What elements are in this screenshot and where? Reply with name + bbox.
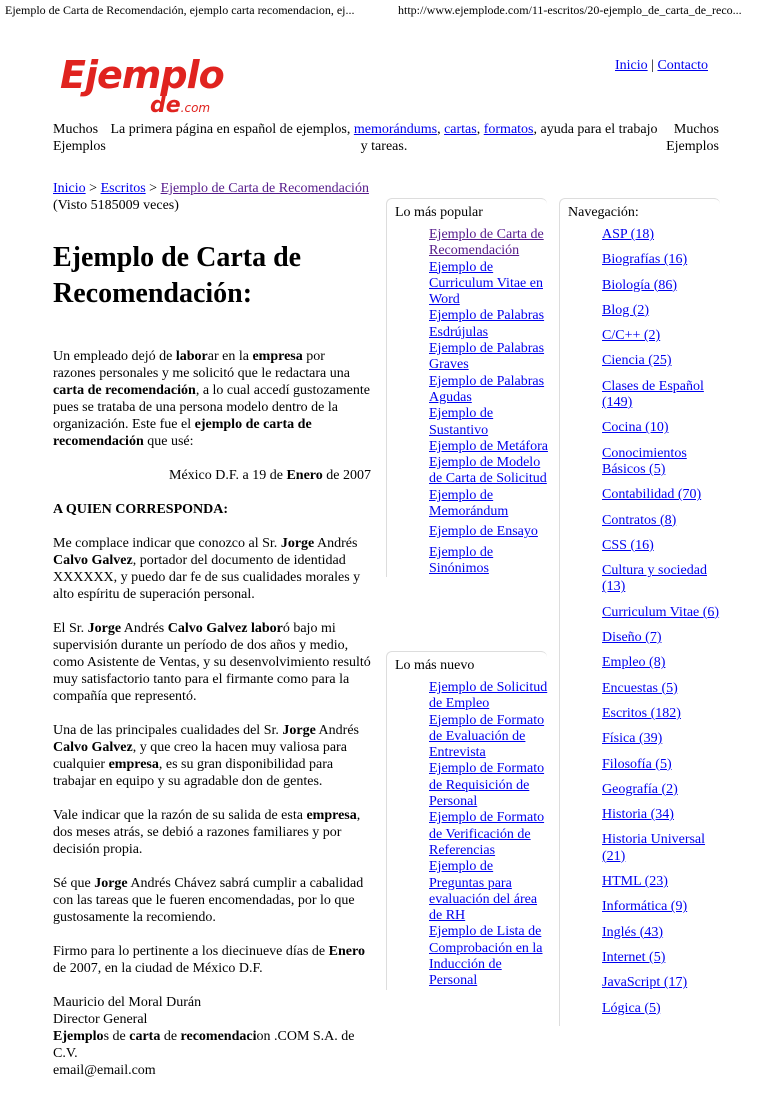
- navigation-item-link[interactable]: Cocina (10): [602, 420, 669, 436]
- navigation-item-link[interactable]: Curriculum Vitae (6): [602, 604, 720, 620]
- navigation-item-link[interactable]: Contratos (8): [602, 512, 677, 528]
- popular-item: [429, 308, 549, 341]
- tagline-middle: La primera página en español de ejemplos, memorándums, cartas, formatos, ayuda para el trabajo y tareas.: [110, 122, 658, 154]
- navigation-item: [602, 353, 720, 369]
- navigation-item: [602, 655, 720, 671]
- navigation-item: [602, 950, 720, 966]
- navigation-item: [602, 278, 720, 294]
- site-logo[interactable]: [60, 53, 224, 123]
- navigation-item-link[interactable]: JavaScript (17): [602, 975, 688, 991]
- navigation-item: [602, 252, 720, 268]
- nuevo-item: [429, 810, 549, 859]
- navigation-item-link[interactable]: Inglés (43): [602, 924, 664, 940]
- navigation-item-link[interactable]: Historia Universal (21): [602, 832, 706, 864]
- navigation-item-link[interactable]: Internet (5): [602, 949, 666, 965]
- letter-paragraph-5: Sé que Jorge Andrés Chávez sabrá cumplir a cabalidad con las tareas que le fueren encomendadas, por lo que gustosamente la recomiendo.: [53, 876, 364, 925]
- print-header-url: http://www.ejemplode.com/11-escritos/20-ejemplo_de_carta_de_reco...: [398, 3, 742, 17]
- navigation-box: [559, 198, 720, 1026]
- tagline-link-cartas[interactable]: cartas: [444, 122, 477, 137]
- print-header: [0, 0, 768, 22]
- navigation-item-link[interactable]: Blog (2): [602, 302, 650, 318]
- top-link-inicio[interactable]: Inicio: [614, 58, 648, 73]
- nuevo-item: [429, 859, 549, 924]
- tagline-link-memorandums[interactable]: memorándums: [353, 122, 438, 137]
- article-title: Ejemplo de Carta de Recomendación:: [53, 242, 302, 309]
- top-links-separator: |: [651, 58, 654, 73]
- popular-item: [429, 406, 549, 439]
- navigation-item: [602, 757, 720, 773]
- popular-item: [429, 227, 549, 260]
- article-intro: Un empleado dejó de laborar en la empresa por razones personales y me solicitó que le redactara una carta de recomendación, a lo cual accedí gustozamente pues se trataba de una persona modelo dentro de la organización. Este fue el ejemplo de carta de recomendación que usé:: [53, 349, 370, 449]
- navigation-item-link[interactable]: Conocimientos Básicos (5): [602, 445, 687, 477]
- navigation-item: [602, 925, 720, 941]
- popular-item-link[interactable]: Ejemplo de Sustantivo: [429, 406, 494, 438]
- popular-header: Lo más popular: [395, 205, 483, 220]
- letter-date: México D.F. a 19 de Enero de 2007: [169, 468, 371, 483]
- navigation-header: Navegación:: [568, 205, 639, 220]
- nuevo-item: [429, 761, 549, 810]
- navigation-item: [602, 563, 720, 596]
- nuevo-item: [429, 680, 549, 713]
- navigation-item: [602, 630, 720, 646]
- letter-signature: Mauricio del Moral Durán Director General Ejemplos de carta de recomendacion .COM S.A. de C.V. email@email.com: [53, 995, 355, 1078]
- navigation-list: [560, 227, 720, 1017]
- top-links: [615, 58, 708, 74]
- navigation-item: [602, 420, 720, 436]
- nuevo-item-link[interactable]: Ejemplo de Lista de Comprobación en la Inducción de Personal: [429, 924, 543, 989]
- navigation-item: [602, 605, 720, 621]
- navigation-item-link[interactable]: Filosofía (5): [602, 756, 672, 772]
- logo-com-text: .com: [180, 101, 211, 115]
- navigation-item-link[interactable]: Biografías (16): [602, 252, 688, 268]
- popular-item: [429, 374, 549, 407]
- popular-item: [429, 260, 549, 309]
- popular-item: [429, 455, 549, 488]
- popular-item-link[interactable]: Ejemplo de Modelo de Carta de Solicitud: [429, 455, 547, 487]
- navigation-item: [602, 874, 720, 890]
- nuevo-item-link[interactable]: Ejemplo de Solicitud de Empleo: [429, 680, 548, 712]
- navigation-item-link[interactable]: Encuestas (5): [602, 680, 678, 696]
- navigation-item-link[interactable]: Biología (86): [602, 277, 678, 293]
- navigation-item-link[interactable]: Escritos (182): [602, 705, 681, 721]
- navigation-item-link[interactable]: Empleo (8): [602, 655, 666, 671]
- navigation-item-link[interactable]: Historia (34): [602, 807, 674, 823]
- navigation-item: [602, 832, 720, 865]
- logo-de-text: de.com: [150, 93, 211, 118]
- nuevo-header: Lo más nuevo: [395, 658, 475, 673]
- navigation-item: [602, 446, 720, 479]
- navigation-item-link[interactable]: CSS (16): [602, 537, 654, 553]
- popular-item-link[interactable]: Ejemplo de Palabras Graves: [429, 341, 545, 373]
- view-count: (Visto 5185009 veces): [53, 198, 179, 213]
- letter-salutation: A QUIEN CORRESPONDA:: [53, 502, 229, 517]
- navigation-item-link[interactable]: ASP (18): [602, 227, 654, 242]
- tagline-link-formatos[interactable]: formatos: [483, 122, 534, 137]
- popular-item-link[interactable]: Ejemplo de Sinónimos: [429, 544, 494, 576]
- tagline-right: Muchos Ejemplos: [666, 122, 719, 154]
- navigation-item-link[interactable]: Cultura y sociedad (13): [602, 563, 707, 595]
- nuevo-list: [387, 680, 547, 990]
- tagline-left: Muchos Ejemplos: [53, 122, 106, 154]
- navigation-item: [602, 706, 720, 722]
- navigation-item: [602, 731, 720, 747]
- nuevo-item: [429, 713, 549, 762]
- letter-paragraph-1: Me complace indicar que conozco al Sr. Jorge Andrés Calvo Galvez, portador del documento de identidad XXXXXX, y puedo dar fe de sus cualidades morales y alto espíritu de superación personal.: [53, 536, 361, 602]
- nuevo-item-link[interactable]: Ejemplo de Formato de Requisición de Personal: [429, 761, 545, 810]
- breadcrumb: [53, 180, 369, 214]
- navigation-item-link[interactable]: Clases de Español (149): [602, 378, 704, 411]
- popular-item: [429, 524, 549, 540]
- navigation-item-link[interactable]: C/C++ (2): [602, 328, 661, 344]
- letter-paragraph-6: Firmo para lo pertinente a los diecinueve días de Enero de 2007, en la ciudad de México D.F.: [53, 944, 365, 976]
- navigation-item-link[interactable]: Diseño (7): [602, 630, 662, 646]
- navigation-item-link[interactable]: Informática (9): [602, 899, 688, 915]
- article: [53, 240, 371, 1096]
- nuevo-item: [429, 924, 549, 989]
- popular-item-link[interactable]: Ejemplo de Curriculum Vitae en Word: [429, 259, 543, 308]
- nuevo-item-link[interactable]: Ejemplo de Preguntas para evaluación del área de RH: [429, 859, 538, 924]
- breadcrumb-escritos[interactable]: Escritos: [100, 181, 146, 196]
- navigation-item: [602, 681, 720, 697]
- popular-list: [387, 227, 547, 577]
- breadcrumb-current[interactable]: Ejemplo de Carta de Recomendación: [160, 181, 369, 196]
- navigation-item: [602, 538, 720, 554]
- popular-item: [429, 341, 549, 374]
- navigation-item: [602, 899, 720, 915]
- nuevo-item-link[interactable]: Ejemplo de Formato de Verificación de Referencias: [429, 810, 545, 858]
- navigation-item-link[interactable]: Lógica (5): [602, 1000, 661, 1016]
- navigation-item-link[interactable]: HTML (23): [602, 874, 668, 890]
- navigation-item: [602, 782, 720, 798]
- navigation-item: [602, 487, 720, 503]
- popular-item-link[interactable]: Ejemplo de Palabras Agudas: [429, 373, 545, 405]
- navigation-item: [602, 379, 720, 412]
- navigation-item: [602, 807, 720, 823]
- breadcrumb-sep-2: >: [149, 181, 158, 196]
- popular-item-link[interactable]: Ejemplo de Memorándum: [429, 487, 509, 520]
- popular-item-link[interactable]: Ejemplo de Ensayo: [429, 524, 538, 540]
- print-header-title: Ejemplo de Carta de Recomendación, ejemplo carta recomendacion, ej...: [5, 3, 355, 17]
- popular-item-link[interactable]: Ejemplo de Carta de Recomendación: [429, 227, 544, 259]
- popular-box: [386, 198, 547, 577]
- nuevo-item-link[interactable]: Ejemplo de Formato de Evaluación de Entrevista: [429, 712, 545, 761]
- popular-item-link[interactable]: Ejemplo de Palabras Esdrújulas: [429, 308, 545, 340]
- letter-paragraph-2: El Sr. Jorge Andrés Calvo Galvez laboró bajo mi supervisión durante un período de dos años y medio, como Asistente de Ventas, y su desenvolvimiento resultó muy satisfactorio tanto para el firmante como para la compañía que representó.: [53, 621, 371, 704]
- navigation-item: [602, 328, 720, 344]
- popular-item: [429, 545, 549, 578]
- navigation-item: [602, 513, 720, 529]
- navigation-item-link[interactable]: Geografía (2): [602, 781, 678, 797]
- nuevo-box: [386, 651, 547, 990]
- navigation-item: [602, 303, 720, 319]
- logo-main-text: Ejemplo: [60, 53, 224, 97]
- navigation-item-link[interactable]: Contabilidad (70): [602, 487, 702, 503]
- popular-item: [429, 488, 549, 521]
- navigation-item: [602, 975, 720, 991]
- letter-paragraph-4: Vale indicar que la razón de su salida de esta empresa, dos meses atrás, se debió a razones familiares y por decisión propia.: [53, 808, 361, 857]
- navigation-item: [602, 227, 720, 243]
- navigation-item-link[interactable]: Física (39): [602, 731, 663, 747]
- popular-item: [429, 439, 549, 455]
- breadcrumb-sep-1: >: [89, 181, 98, 196]
- popular-item-link[interactable]: Ejemplo de Metáfora: [429, 438, 548, 454]
- tagline: [53, 121, 719, 161]
- breadcrumb-inicio[interactable]: Inicio: [53, 181, 86, 196]
- navigation-item: [602, 1001, 720, 1017]
- letter-paragraph-3: Una de las principales cualidades del Sr. Jorge Andrés Calvo Galvez, y que creo la hacen muy valiosa para cualquier empresa, es su gran disponibilidad para trabajar en equipo y su agradable don de gentes.: [53, 723, 359, 789]
- navigation-item-link[interactable]: Ciencia (25): [602, 353, 672, 369]
- top-link-contacto[interactable]: Contacto: [657, 58, 708, 73]
